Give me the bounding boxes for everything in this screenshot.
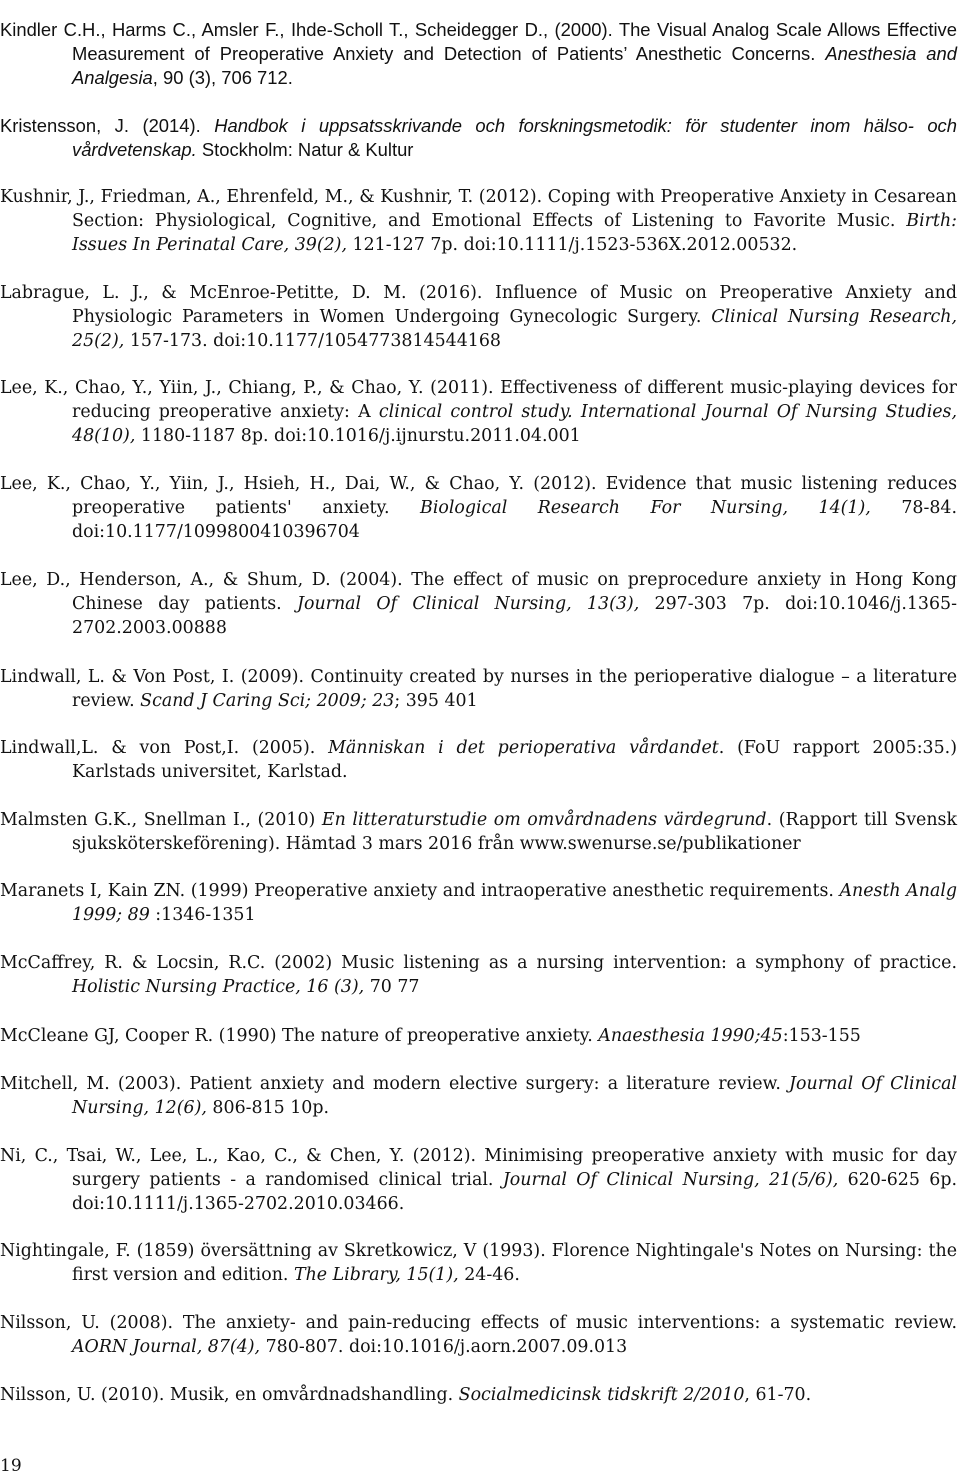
reference-entry [0,568,957,640]
reference-text: 70 77 [364,977,420,998]
reference-source-title: En litteraturstudie om omvårdnadens värdegrund [321,810,767,831]
reference-text: Lindwall,L. & von Post,I. (2005). [0,738,329,759]
reference-text: Mitchell, M. (2003). Patient anxiety and modern elective surgery: a literature review. [0,1074,790,1095]
page-number: 19 [0,1456,22,1476]
reference-text: 297-303 7p. doi:10.1046/j.1365-2702.2003.00888 [72,594,957,639]
reference-text: , 61-70. [744,1385,812,1406]
reference-entry [0,1144,957,1216]
reference-text: Kushnir, J., Friedman, A., Ehrenfeld, M., & Kushnir, T. (2012). Coping with Preoperative Anxiety in Cesarean Section: Physiological, Cognitive, and Emotional Effects of Listening to Favorite Music. [0,187,957,232]
reference-text: 121-127 7p. doi:10.1111/j.1523-536X.2012.00532. [347,235,798,256]
reference-text: 157-173. doi:10.1177/1054773814544168 [124,331,501,352]
reference-entry [0,736,957,784]
reference-entry [0,376,957,448]
reference-source-title: AORN Journal, 87(4), [72,1337,261,1358]
reference-text: Nightingale, F. (1859) översättning av Skretkowicz, V (1993). Florence Nightingale's Notes on Nursing: the first version and edition. [0,1241,957,1286]
reference-text: Lee, D., Henderson, A., & Shum, D. (2004). The effect of music on preprocedure anxiety in Hong Kong Chinese day patients. [0,570,957,615]
reference-text: . (FoU rapport 2005:35.) Karlstads universitet, Karlstad. [72,738,957,783]
reference-entry [0,665,957,713]
reference-text: . (Rapport till Svensk sjuksköterskeförening). Hämtad 3 mars 2016 från www.swenurse.se/publikationer [72,810,957,855]
reference-entry [0,1239,957,1287]
reference-source-title: Handbok i uppsatsskrivande och forskningsmetodik: för studenter inom hälso- och vårdvetenskap. [72,115,957,161]
reference-source-title: Anesthesia and Analgesia [72,43,957,89]
reference-text: 78-84. doi:10.1177/1099800410396704 [72,498,958,543]
reference-source-title: Clinical Nursing Research, 25(2), [72,307,957,352]
reference-source-title: Journal Of Clinical Nursing, 13(3), [297,594,640,615]
reference-text: McCaffrey, R. & Locsin, R.C. (2002) Music listening as a nursing intervention: a symphony of practice. [0,953,957,974]
reference-text: Kristensson, J. (2014). [0,115,215,137]
reference-text: 780-807. doi:10.1016/j.aorn.2007.09.013 [260,1337,628,1358]
reference-text: ; 395 401 [394,691,478,712]
reference-text: Stockholm: Natur & Kultur [196,139,414,161]
reference-source-title: Socialmedicinsk tidskrift 2/2010 [458,1385,745,1406]
reference-entry [0,1072,957,1120]
reference-text: 620-625 6p. doi:10.1111/j.1365-2702.2010.03466. [72,1170,958,1215]
reference-source-title: Journal Of Clinical Nursing, 21(5/6), [502,1170,839,1191]
reference-entry [0,18,957,90]
reference-source-title: Människan i det perioperativa vårdandet [328,738,719,759]
reference-text: Lindwall, L. & Von Post, I. (2009). Continuity created by nurses in the perioperative dialogue – a literature review. [0,667,957,712]
reference-text: 1180-1187 8p. doi:10.1016/j.ijnurstu.2011.04.001 [135,426,581,447]
reference-source-title: Anaesthesia 1990;45 [598,1026,783,1047]
reference-entry [0,1383,957,1407]
reference-text: McCleane GJ, Cooper R. (1990) The nature of preoperative anxiety. [0,1026,599,1047]
reference-text: Lee, K., Chao, Y., Yiin, J., Hsieh, H., Dai, W., & Chao, Y. (2012). Evidence that music listening reduces preoperative patients' anxiety. [0,474,957,519]
reference-text: 806-815 10p. [206,1098,330,1119]
reference-entry [0,472,957,544]
reference-source-title: Journal Of Clinical Nursing, 12(6), [72,1074,957,1119]
reference-entry [0,1024,957,1048]
reference-text: , 90 (3), 706 712. [152,67,293,89]
reference-text: Malmsten G.K., Snellman I., (2010) [0,810,322,831]
reference-text: Nilsson, U. (2010). Musik, en omvårdnadshandling. [0,1385,459,1406]
reference-source-title: Birth: Issues In Perinatal Care, 39(2), [72,211,957,256]
reference-text: :153-155 [782,1026,861,1047]
reference-text: Kindler C.H., Harms C., Amsler F., Ihde-Scholl T., Scheidegger D., (2000). The Visual Analog Scale Allows Effective Measurement of Preoperative Anxiety and Detection of Patients’ Anesthetic Concerns. [0,19,957,65]
reference-source-title: Holistic Nursing Practice, 16 (3), [72,977,365,998]
reference-text: Labrague, L. J., & McEnroe-Petitte, D. M. (2016). Influence of Music on Preoperative Anxiety and Physiologic Parameters in Women Undergoing Gynecologic Surgery. [0,283,957,328]
reference-text: :1346-1351 [149,905,256,926]
reference-entry [0,951,957,999]
reference-entry [0,114,957,162]
reference-text: Maranets I, Kain ZN. (1999) Preoperative anxiety and intraoperative anesthetic requirements. [0,881,840,902]
reference-entry [0,281,957,353]
reference-entry [0,1311,957,1359]
reference-text: Ni, C., Tsai, W., Lee, L., Kao, C., & Chen, Y. (2012). Minimising preoperative anxiety with music for day surgery patients - a randomised clinical trial. [0,1146,957,1191]
reference-text: Lee, K., Chao, Y., Yiin, J., Chiang, P., & Chao, Y. (2011). Effectiveness of different music-playing devices for reducing preoperative anxiety: A [0,378,957,423]
reference-text: Nilsson, U. (2008). The anxiety- and pain-reducing effects of music interventions: a systematic review. [0,1313,957,1334]
reference-entry [0,808,957,856]
reference-source-title: The Library, 15(1), [293,1265,459,1286]
reference-source-title: Scand J Caring Sci; 2009; 23 [140,691,395,712]
reference-text: 24-46. [458,1265,520,1286]
reference-entry [0,879,957,927]
reference-source-title: Anesth Analg 1999; 89 [72,881,958,926]
reference-source-title: clinical control study. International Journal Of Nursing Studies, 48(10), [72,402,957,447]
reference-source-title: Biological Research For Nursing, 14(1), [420,498,871,519]
reference-entry [0,185,957,257]
